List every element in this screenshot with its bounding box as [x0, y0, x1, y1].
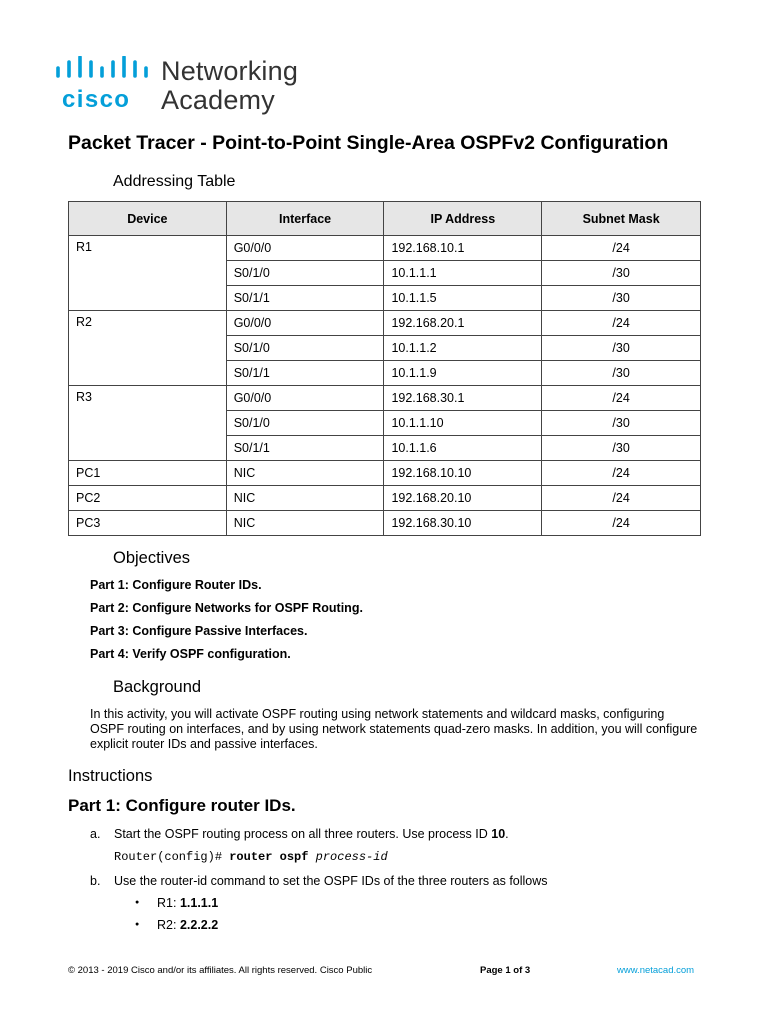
list-item: ● R1: 1.1.1.1: [137, 896, 218, 910]
step-letter: a.: [90, 827, 101, 841]
ip-cell: 192.168.20.10: [384, 486, 542, 511]
cisco-wordmark: cisco: [62, 86, 131, 113]
interface-cell: S0/1/1: [226, 436, 384, 461]
addressing-table-heading: Addressing Table: [113, 173, 236, 190]
device-cell: PC2: [69, 486, 227, 511]
device-cell: PC1: [69, 461, 227, 486]
table-row: [69, 311, 701, 336]
objective-item: Part 2: Configure Networks for OSPF Routing.: [90, 601, 363, 615]
device-cell: R2: [69, 311, 227, 386]
page-title: Packet Tracer - Point-to-Point Single-Area OSPFv2 Configuration: [68, 132, 669, 154]
device-cell: R3: [69, 386, 227, 461]
interface-cell: NIC: [226, 486, 384, 511]
list-item: ● R2: 2.2.2.2: [137, 918, 218, 932]
addressing-table: [68, 201, 701, 536]
code-prompt: Router(config)#: [114, 850, 230, 864]
column-header-device: Device: [69, 202, 227, 236]
interface-cell: G0/0/0: [226, 386, 384, 411]
mask-cell: /30: [542, 436, 701, 461]
process-id-value: 10: [491, 827, 506, 841]
mask-cell: /30: [542, 411, 701, 436]
mask-cell: /24: [542, 386, 701, 411]
ip-cell: 10.1.1.2: [384, 336, 542, 361]
instructions-heading: Instructions: [68, 767, 153, 785]
part1-heading: Part 1: Configure router IDs.: [68, 796, 296, 815]
column-header-ip-address: IP Address: [384, 202, 542, 236]
ip-cell: 192.168.20.1: [384, 311, 542, 336]
ip-cell: 10.1.1.10: [384, 411, 542, 436]
table-header-row: [69, 202, 701, 236]
device-cell: PC3: [69, 511, 227, 536]
interface-cell: S0/1/1: [226, 286, 384, 311]
objective-item: Part 4: Verify OSPF configuration.: [90, 647, 291, 661]
objective-item: Part 3: Configure Passive Interfaces.: [90, 624, 308, 638]
footer-url-link[interactable]: www.netacad.com: [617, 965, 695, 976]
ip-cell: 192.168.30.1: [384, 386, 542, 411]
background-heading: Background: [113, 678, 202, 696]
footer-copyright: © 2013 - 2019 Cisco and/or its affiliates. All rights reserved. Cisco Public: [68, 965, 373, 976]
background-line: OSPF routing on interfaces, and by using network statements quad-zero masks. In addition, you will configure: [90, 722, 698, 736]
mask-cell: /24: [542, 461, 701, 486]
step-letter: b.: [90, 874, 101, 888]
interface-cell: S0/1/1: [226, 361, 384, 386]
step-a: [90, 827, 509, 841]
code-line: [114, 850, 388, 864]
ip-cell: 192.168.10.1: [384, 236, 542, 261]
objective-item: Part 1: Configure Router IDs.: [90, 578, 262, 592]
mask-cell: /24: [542, 311, 701, 336]
background-line: explicit router IDs and passive interfaces.: [90, 737, 318, 751]
interface-cell: NIC: [226, 461, 384, 486]
interface-cell: S0/1/0: [226, 411, 384, 436]
interface-cell: G0/0/0: [226, 236, 384, 261]
table-row: [69, 486, 701, 511]
logo-networking: Networking: [161, 56, 299, 86]
ip-cell: 10.1.1.9: [384, 361, 542, 386]
cisco-bridge-icon: [52, 56, 152, 82]
mask-cell: /30: [542, 336, 701, 361]
step-b: [90, 874, 548, 888]
mask-cell: /30: [542, 286, 701, 311]
ip-cell: 192.168.30.10: [384, 511, 542, 536]
code-command: router ospf: [229, 850, 316, 864]
mask-cell: /24: [542, 236, 701, 261]
mask-cell: /30: [542, 261, 701, 286]
table-row: [69, 461, 701, 486]
interface-cell: S0/1/0: [226, 336, 384, 361]
footer-page-number: Page 1 of 3: [480, 965, 531, 976]
objectives-heading: Objectives: [113, 549, 191, 567]
interface-cell: G0/0/0: [226, 311, 384, 336]
logo-academy: Academy: [161, 85, 275, 115]
mask-cell: /30: [542, 361, 701, 386]
column-header-interface: Interface: [226, 202, 384, 236]
step-b-text: Use the router-id command to set the OSPF IDs of the three routers as follows: [114, 874, 548, 888]
mask-cell: /24: [542, 511, 701, 536]
ip-cell: 10.1.1.6: [384, 436, 542, 461]
background-paragraph: [90, 707, 710, 752]
ip-cell: 192.168.10.10: [384, 461, 542, 486]
column-header-subnet-mask: Subnet Mask: [542, 202, 701, 236]
table-row: [69, 511, 701, 536]
step-a-text: Start the OSPF routing process on all three routers. Use process ID 10.: [114, 827, 509, 841]
ip-cell: 10.1.1.5: [384, 286, 542, 311]
mask-cell: /24: [542, 486, 701, 511]
interface-cell: NIC: [226, 511, 384, 536]
background-line: In this activity, you will activate OSPF routing using network statements and wildcard masks, configuring: [90, 707, 665, 721]
table-row: [69, 236, 701, 261]
interface-cell: S0/1/0: [226, 261, 384, 286]
table-row: [69, 386, 701, 411]
code-argument: process-id: [315, 850, 388, 864]
cisco-networking-academy-logo: [52, 56, 312, 118]
device-cell: R1: [69, 236, 227, 311]
ip-cell: 10.1.1.1: [384, 261, 542, 286]
